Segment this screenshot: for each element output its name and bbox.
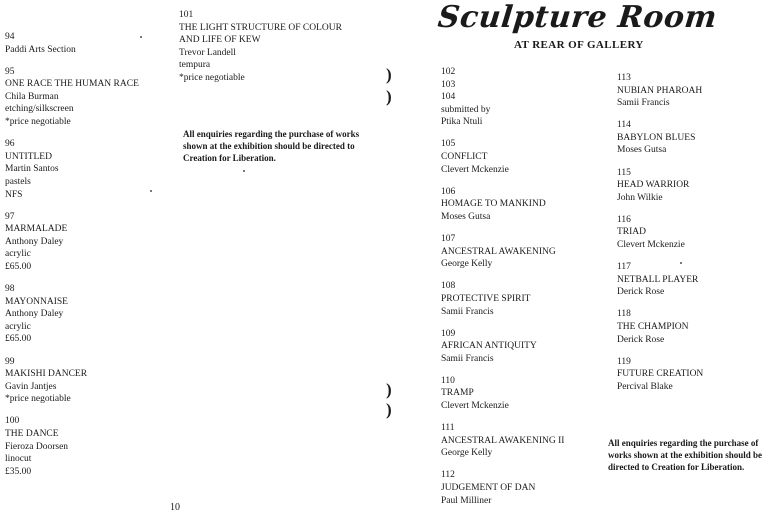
entry-number: 94 [5,32,15,42]
entry-number: 118 [617,309,631,320]
entry-line: Fieroza Doorsen [5,441,69,452]
entry-line: 103 [441,79,456,90]
entry-line: acrylic [5,249,31,260]
entry-line: HOMAGE TO MANKIND [441,199,546,210]
entry-line: £65.00 [5,262,32,272]
entry-line: AND LIFE OF KEW [179,35,261,46]
binding-mark-top-2: ) [386,87,392,106]
entry-line: etching/silkscreen [5,104,74,115]
entry-line: Chila Burman [5,91,59,102]
catalogue-entry [617,308,767,346]
entry-line: MAKISHI DANCER [5,369,88,380]
entry-line: George Kelly [441,259,493,270]
page-number: 10 [170,502,180,513]
entry-number: 116 [617,214,631,225]
catalogue-entry [441,422,601,460]
entry-line: THE CHAMPION [617,322,689,332]
catalogue-entry [617,214,767,252]
entry-line: Martin Santos [5,164,59,175]
entry-line: Derick Rose [617,287,665,298]
entry-line: Samii Francis [441,306,494,317]
entry-line: THE LIGHT STRUCTURE OF COLOUR [179,22,342,33]
speck [243,170,245,172]
enquiry-note-right: All enquiries regarding the purchase of works shown at the exhibition should be directed to Creation for Liberation. [608,438,763,472]
entry-line: ANCESTRAL AWAKENING II [441,435,565,446]
entry-line: Moses Gutsa [617,145,667,156]
entry-line: NETBALL PLAYER [617,274,699,285]
entry-line: acrylic [5,321,31,332]
catalogue-entry [5,138,165,201]
entry-line: Paul Milliner [441,495,492,506]
entry-line: HEAD WARRIOR [617,180,690,191]
entry-number: 115 [617,167,631,178]
entry-number: 111 [441,423,455,434]
entry-line: Ptika Ntuli [441,117,483,128]
entry-line: THE DANCE [5,429,59,440]
catalogue-entry [5,283,165,346]
entry-line: UNTITLED [5,151,52,162]
entry-line: Trevor Landell [179,47,236,58]
entry-number: 96 [5,139,15,150]
entry-line: BABYLON BLUES [617,132,696,143]
entry-number: 108 [441,281,456,292]
catalogue-entry [441,66,601,129]
catalogue-entry [617,356,767,394]
entry-line: NFS [5,189,23,200]
speck [680,262,682,264]
entry-line: Gavin Jantjes [5,381,57,392]
binding-mark-bottom-2: ) [386,400,392,419]
catalogue-entry [441,280,601,318]
entry-line: linocut [5,454,32,465]
entry-line: FUTURE CREATION [617,369,704,380]
enquiry-note-left: All enquiries regarding the purchase of works shown at the exhibition should be directed to Creation for Liberation. [183,129,360,163]
third-column [441,66,601,517]
entry-number: 112 [441,470,455,481]
entry-line: £35.00 [5,466,32,477]
catalogue-entry [5,211,165,274]
binding-mark-top-1: ) [386,65,392,84]
entry-line: ANCESTRAL AWAKENING [441,246,556,257]
entry-line: 104 [441,92,456,103]
catalogue-entry [441,469,601,507]
catalogue-entry [5,66,165,129]
entry-line: Paddi Arts Section [5,44,76,55]
entry-number: 113 [617,73,631,83]
catalogue-entry [5,356,165,406]
entry-line: *price negotiable [179,72,245,83]
entry-number: 102 [441,67,456,77]
entry-line: Anthony Daley [5,236,64,247]
entry-line: John Wilkie [617,192,663,203]
entry-line: Samii Francis [617,98,670,109]
fourth-column [617,72,767,403]
catalogue-entry [441,233,601,271]
entry-number: 100 [5,416,20,427]
entry-line: *price negotiable [5,394,71,405]
binding-mark-bottom-1: ) [386,380,392,399]
entry-number: 105 [441,139,456,150]
entry-line: Percival Blake [617,381,673,392]
entry-line: Clevert Mckenzie [441,164,509,175]
entry-number: 117 [617,262,631,273]
catalogue-entry [441,328,601,366]
entry-line: tempura [179,60,211,71]
second-column [179,9,369,94]
catalogue-entry [5,31,165,56]
entry-number: 109 [441,328,456,339]
entry-line: *price negotiable [5,117,71,128]
entry-number: 101 [179,10,194,20]
entry-line: NUBIAN PHAROAH [617,85,703,96]
entry-line: ONE RACE THE HUMAN RACE [5,79,139,90]
entry-line: Clevert Mckenzie [617,240,685,251]
catalogue-entry [617,167,767,205]
entry-line: submitted by [441,104,491,115]
catalogue-entry [617,261,767,299]
entry-number: 106 [441,186,456,197]
entry-number: 95 [5,66,15,77]
catalogue-entry [617,72,767,110]
entry-line: Samii Francis [441,353,494,364]
page-subtitle: AT REAR OF GALLERY [514,39,644,51]
entry-line: JUDGEMENT OF DAN [441,483,536,494]
entry-number: 119 [617,356,631,367]
catalogue-entry [441,138,601,176]
entry-number: 97 [5,211,15,222]
entry-line: TRIAD [617,227,647,238]
entry-line: AFRICAN ANTIQUITY [441,341,537,352]
entry-line: TRAMP [441,388,474,399]
entry-number: 98 [5,284,15,295]
catalogue-entry [617,119,767,157]
entry-line: Clevert Mckenzie [441,401,509,412]
entry-line: PROTECTIVE SPIRIT [441,293,531,304]
entry-line: Moses Gutsa [441,211,491,222]
catalogue-entry [441,375,601,413]
speck [140,36,142,38]
left-column [5,31,165,488]
entry-line: CONFLICT [441,152,488,163]
entry-line: pastels [5,176,31,187]
catalogue-entry [5,415,165,478]
entry-line: £65.00 [5,334,32,345]
entry-number: 99 [5,356,15,367]
entry-number: 110 [441,375,455,386]
entry-number: 114 [617,120,631,131]
entry-line: MARMALADE [5,224,68,235]
entry-line: MAYONNAISE [5,296,68,307]
entry-line: Derick Rose [617,334,665,345]
entry-number: 107 [441,234,456,245]
entry-line: George Kelly [441,448,493,459]
catalogue-entry [441,186,601,224]
entry-line: Anthony Daley [5,309,64,320]
page-title: Sculpture Room [436,0,719,35]
catalogue-entry [179,9,369,85]
speck [150,190,152,192]
